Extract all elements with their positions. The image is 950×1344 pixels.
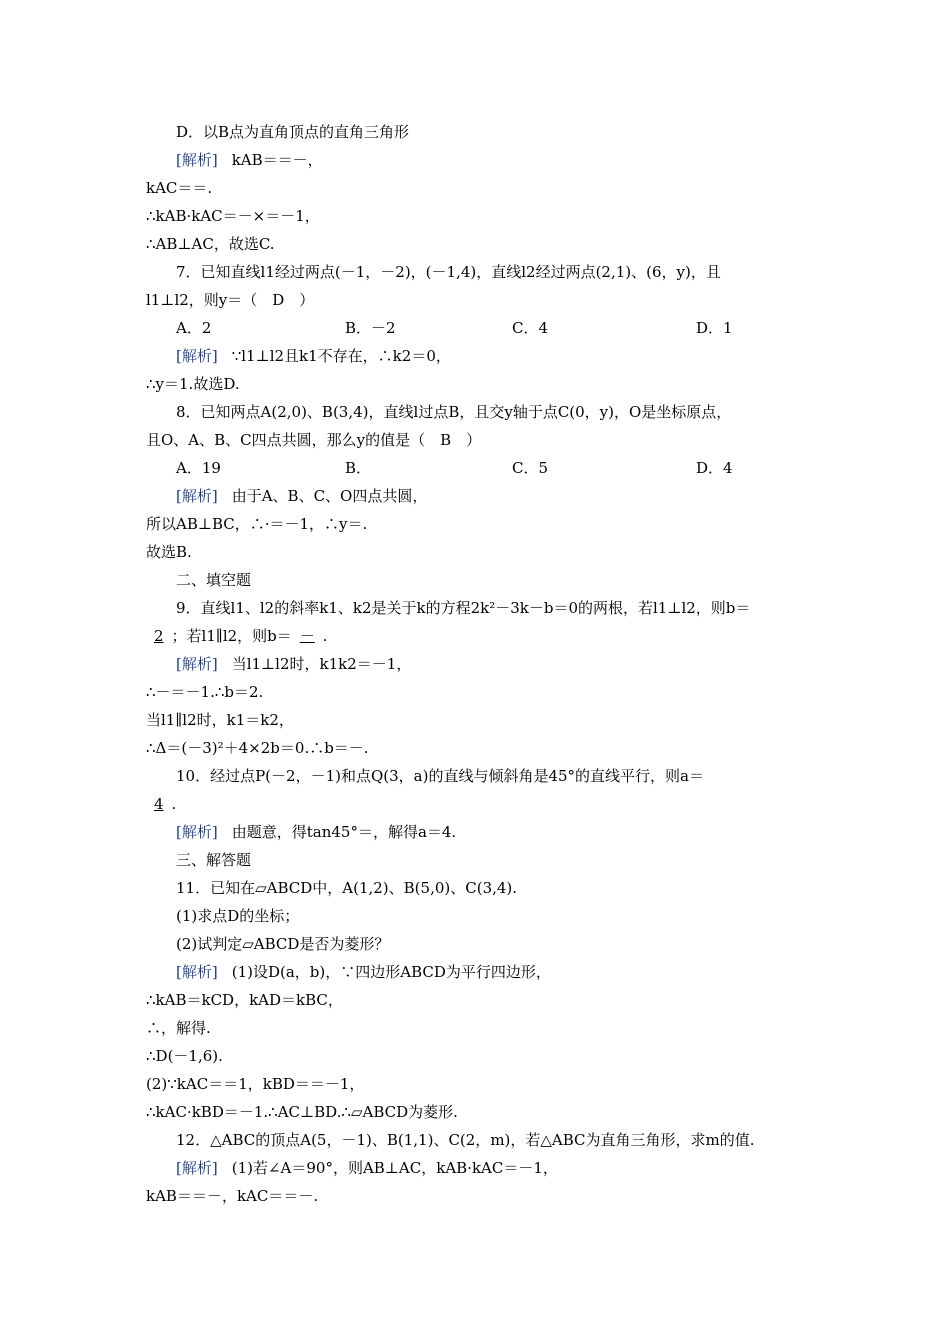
question-10-stem-cont xyxy=(146,794,176,814)
analysis-line: ∴kAB·kAC＝－×＝－1， xyxy=(146,207,320,225)
analysis-tag: [解析] xyxy=(176,347,218,365)
question-10-stem: 10．经过点P(－2，－1)和点Q(3，a)的直线与倾斜角是45°的直线平行，则a＝ xyxy=(176,767,704,785)
q8-option-a: A．19 xyxy=(176,459,221,477)
analysis-line: ∴Δ＝(－3)²＋4×2b＝0.∴b＝－. xyxy=(146,739,369,757)
analysis-text: kAB＝＝－， xyxy=(231,151,323,169)
analysis-tag: [解析] xyxy=(176,655,218,673)
analysis-line: kAC＝＝. xyxy=(146,179,213,197)
q7-option-b: B．－2 xyxy=(345,319,396,337)
analysis-line xyxy=(176,1158,558,1178)
question-9-stem: 9．直线l1、l2的斜率k1、k2是关于k的方程2k²－3k－b＝0的两根，若l1⊥l2，则b＝ xyxy=(176,599,751,617)
answer-blank: － xyxy=(299,627,315,645)
analysis-text: (1)若∠A＝90°，则AB⊥AC，kAB·kAC＝－1， xyxy=(231,1159,558,1177)
analysis-line xyxy=(176,654,411,674)
analysis-text: 由于A、B、C、O四点共圆， xyxy=(231,487,428,505)
analysis-text: 由题意，得tan45°＝，解得a＝4. xyxy=(231,823,457,841)
q7-option-c: C．4 xyxy=(512,319,549,337)
analysis-tag: [解析] xyxy=(176,151,218,169)
question-7-stem-cont: l1⊥l2，则y＝（ D ） xyxy=(146,291,315,309)
option-d-text: D．以B点为直角顶点的直角三角形 xyxy=(176,123,410,141)
analysis-line xyxy=(176,822,456,842)
question-11-stem: 11．已知在▱ABCD中，A(1,2)、B(5,0)、C(3,4). xyxy=(176,879,518,897)
analysis-text: ∵l1⊥l2且k1不存在，∴k2＝0， xyxy=(231,347,451,365)
analysis-tag: [解析] xyxy=(176,823,218,841)
q7-option-a: A．2 xyxy=(176,319,212,337)
analysis-text: 当l1⊥l2时，k1k2＝－1， xyxy=(231,655,412,673)
analysis-tag: [解析] xyxy=(176,487,218,505)
analysis-tag: [解析] xyxy=(176,963,218,981)
q8-option-d: D．4 xyxy=(696,459,733,477)
analysis-line: kAB＝＝－，kAC＝＝－. xyxy=(146,1187,319,1205)
answer-blank: 2 xyxy=(154,627,164,645)
analysis-line: (2)∵kAC＝＝1，kBD＝＝－1， xyxy=(146,1075,365,1093)
question-9-stem-cont xyxy=(146,626,328,646)
question-8-stem-cont: 且O、A、B、C四点共圆，那么y的值是（ B ） xyxy=(146,431,482,449)
analysis-line: ∴kAB＝kCD，kAD＝kBC， xyxy=(146,991,343,1009)
analysis-line: ∴，解得. xyxy=(146,1019,211,1037)
analysis-line: ∴kAC·kBD＝－1.∴AC⊥BD.∴▱ABCD为菱形. xyxy=(146,1103,458,1121)
question-11-part-1: (1)求点D的坐标； xyxy=(176,907,300,925)
analysis-line: 当l1∥l2时，k1＝k2， xyxy=(146,711,294,729)
question-text: . xyxy=(171,795,177,813)
analysis-line: 故选B. xyxy=(146,543,192,561)
question-7-stem: 7．已知直线l1经过两点(－1，－2)，(－1,4)，直线l2经过两点(2,1)、(6，y)，且 xyxy=(176,263,721,281)
question-text: ；若l1∥l2，则b＝ xyxy=(171,627,292,645)
analysis-line xyxy=(176,962,551,982)
analysis-line: ∴y＝1.故选D. xyxy=(146,375,240,393)
question-8-stem: 8．已知两点A(2,0)、B(3,4)，直线l过点B，且交y轴于点C(0，y)，O是坐标原点， xyxy=(176,403,732,421)
analysis-line: 所以AB⊥BC，∴·＝－1，∴y＝. xyxy=(146,515,368,533)
q8-option-c: C．5 xyxy=(512,459,549,477)
analysis-line xyxy=(176,346,451,366)
q8-option-b: B． xyxy=(345,459,372,477)
analysis-text: (1)设D(a，b)，∵四边形ABCD为平行四边形， xyxy=(231,963,551,981)
question-text: . xyxy=(322,627,328,645)
question-12-stem: 12．△ABC的顶点A(5，－1)、B(1,1)、C(2，m)，若△ABC为直角三角形，求m的值. xyxy=(176,1131,755,1149)
analysis-line: ∴AB⊥AC，故选C. xyxy=(146,235,275,253)
analysis-line: ∴D(－1,6). xyxy=(146,1047,223,1065)
section-heading-solve: 三、解答题 xyxy=(176,851,252,869)
analysis-line xyxy=(176,486,427,506)
q7-option-d: D．1 xyxy=(696,319,733,337)
answer-blank: 4 xyxy=(154,795,164,813)
section-heading-fill-blank: 二、填空题 xyxy=(176,571,252,589)
analysis-tag: [解析] xyxy=(176,1159,218,1177)
analysis-line: ∴－＝－1.∴b＝2. xyxy=(146,683,264,701)
question-11-part-2: (2)试判定▱ABCD是否为菱形？ xyxy=(176,935,390,953)
analysis-line xyxy=(176,150,323,170)
